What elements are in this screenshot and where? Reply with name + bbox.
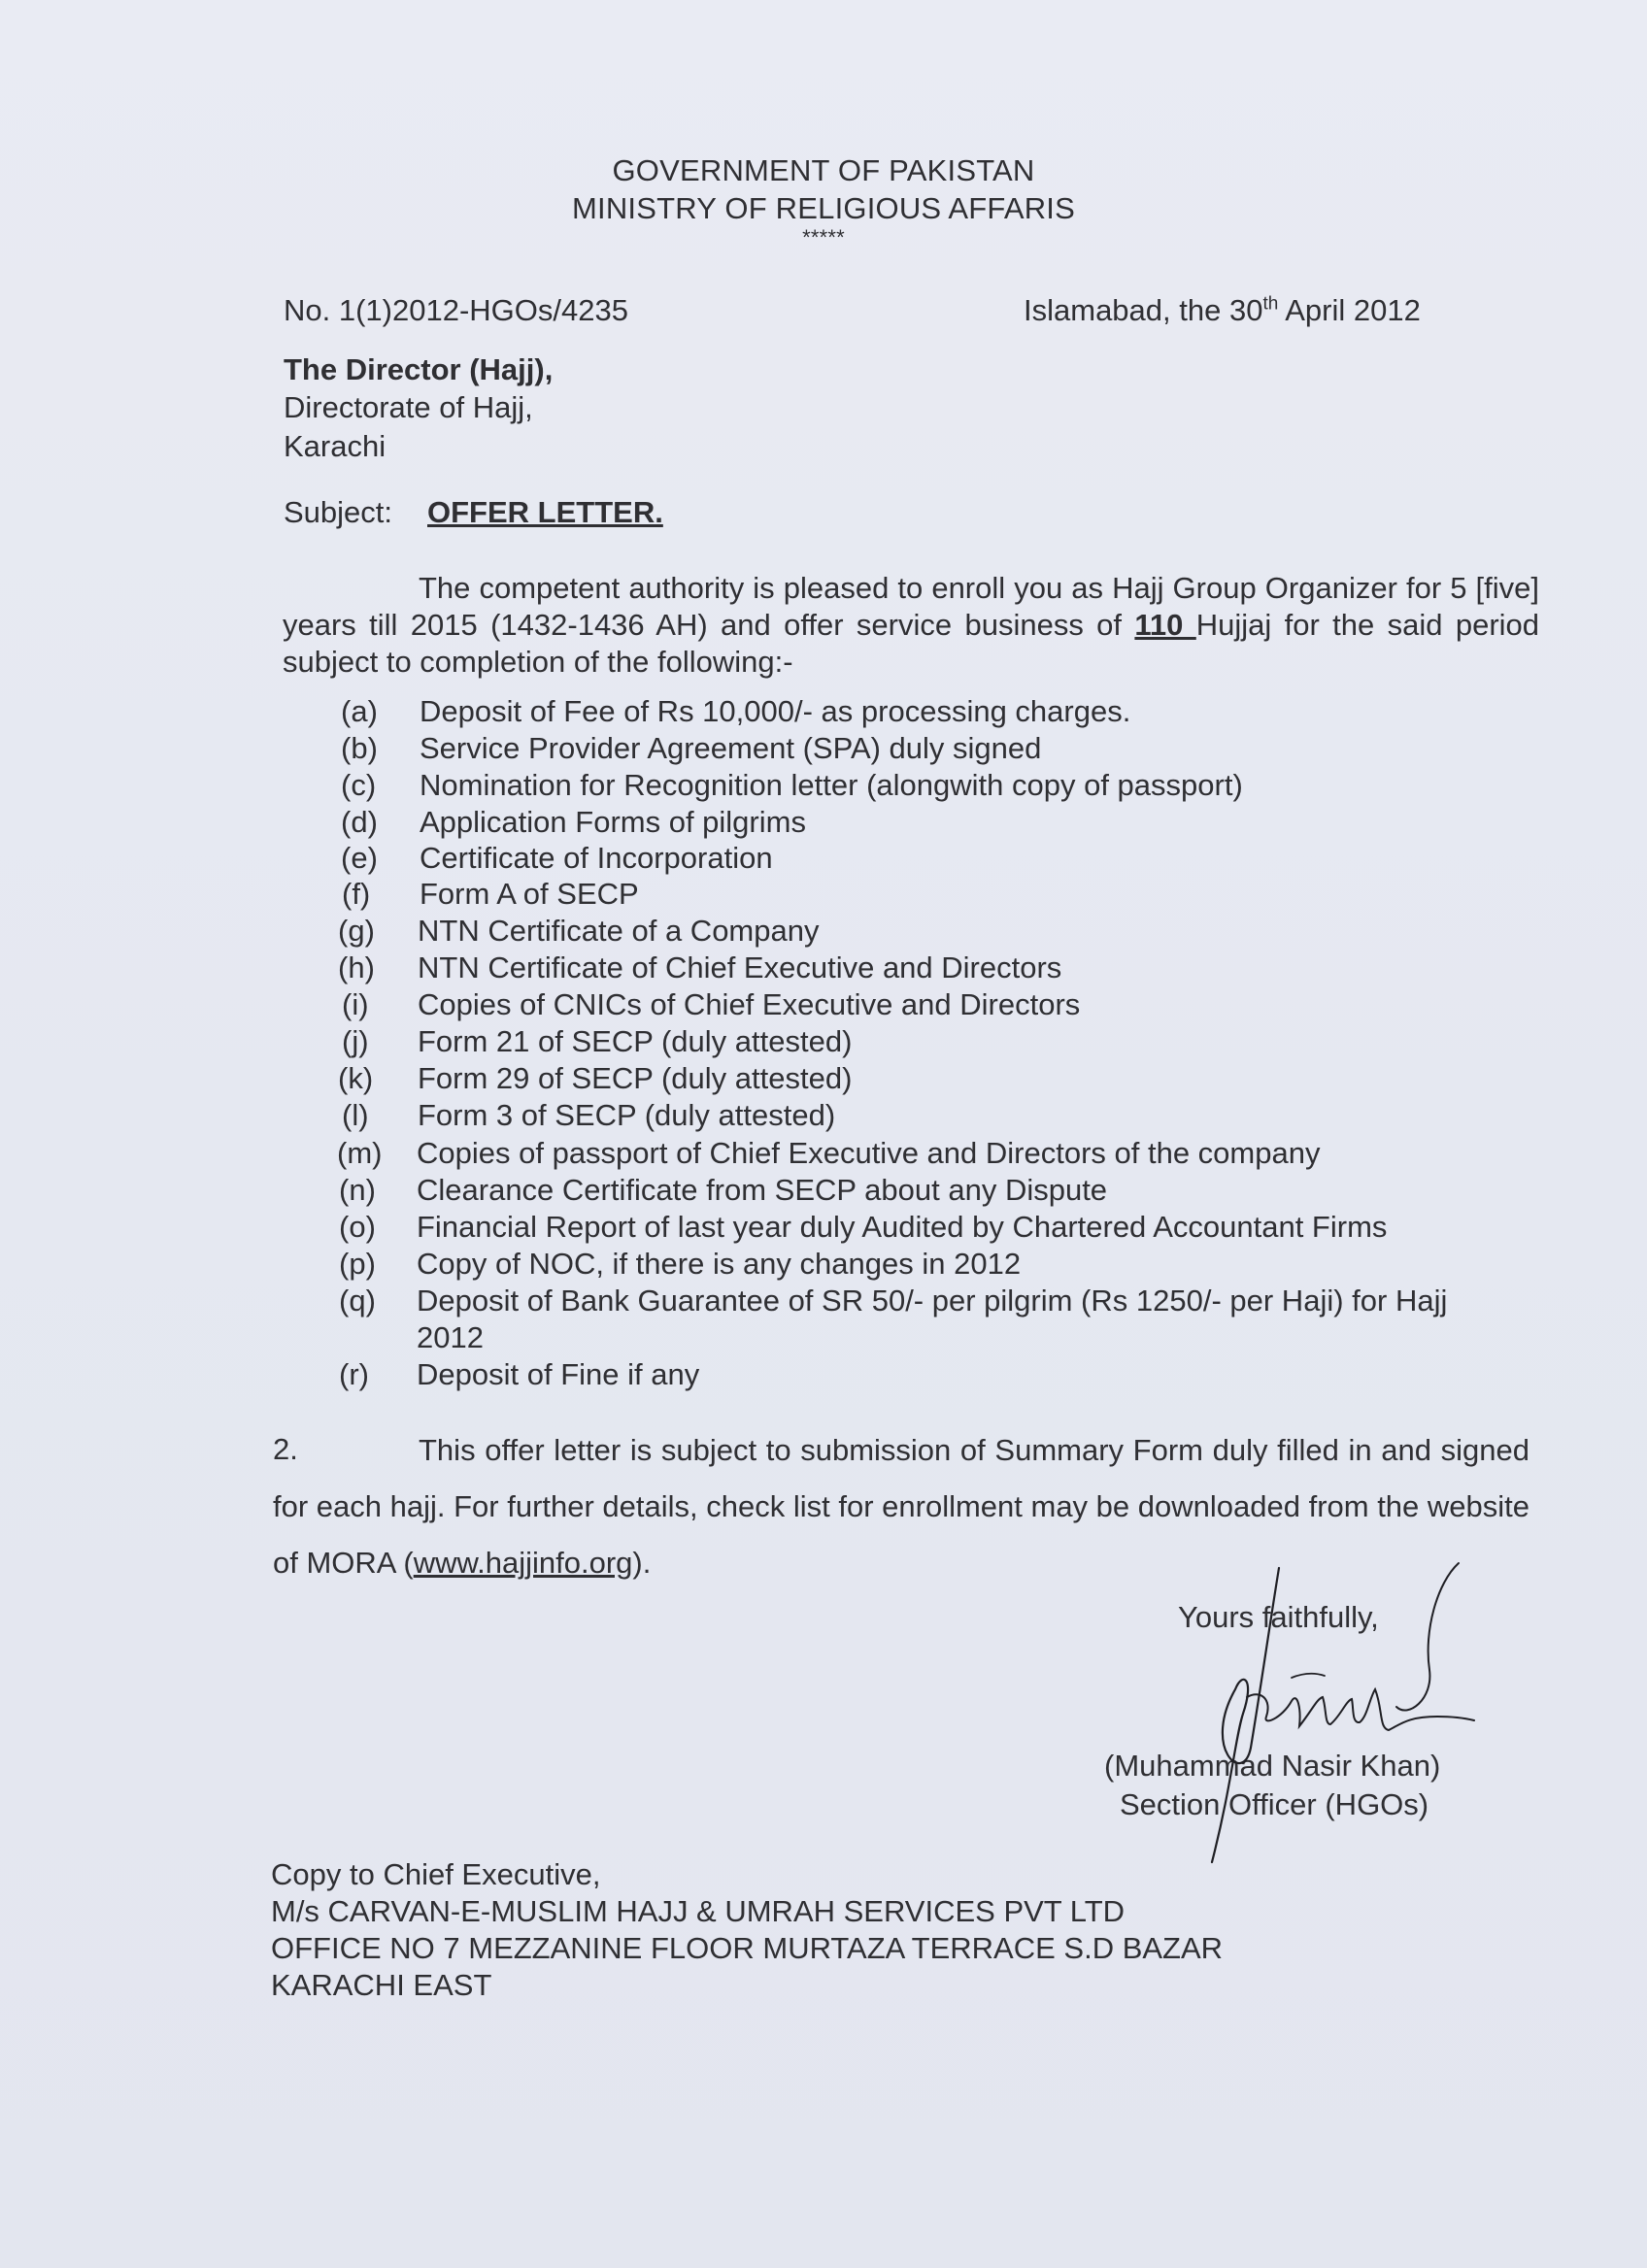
requirement-text: Financial Report of last year duly Audited by Chartered Accountant Firms — [417, 1210, 1388, 1244]
requirement-label: (j) — [342, 1024, 369, 1058]
paragraph-summary-form: This offer letter is subject to submission of Summary Form duly filled in and signed for each hajj. For further details, check list for enrollment may be downloaded from the website of MORA (www.hajjinfo.org). — [273, 1433, 1530, 1580]
paragraph-number: 2. — [273, 1432, 298, 1466]
copy-to-address: OFFICE NO 7 MEZZANINE FLOOR MURTAZA TERRACE S.D BAZAR — [271, 1931, 1224, 1965]
requirement-text: Application Forms of pilgrims — [420, 805, 806, 839]
requirement-text: Copy of NOC, if there is any changes in 2012 — [417, 1247, 1022, 1281]
requirement-label: (e) — [341, 841, 378, 875]
requirement-label: (b) — [341, 731, 378, 765]
paragraph-enrollment: The competent authority is pleased to enroll you as Hajj Group Organizer for 5 [five] years till 2015 (1432-1436 AH) and offer service business of 110 Hujjaj for the said period subject to completion of the following:- — [283, 571, 1540, 679]
requirement-label: (q) — [339, 1284, 376, 1317]
header-government: GOVERNMENT OF PAKISTAN — [612, 153, 1035, 187]
requirement-text: Service Provider Agreement (SPA) duly signed — [420, 731, 1042, 765]
requirement-label: (m) — [337, 1136, 383, 1170]
requirement-label: (n) — [339, 1173, 376, 1207]
requirement-text: Clearance Certificate from SECP about any Dispute — [417, 1173, 1108, 1207]
requirement-text: Form 3 of SECP (duly attested) — [418, 1098, 836, 1132]
requirement-label: (i) — [342, 987, 369, 1021]
requirement-text: Deposit of Fine if any — [417, 1357, 700, 1391]
header-stars: ***** — [802, 225, 845, 250]
requirement-text: Nomination for Recognition letter (alongwith copy of passport) — [420, 768, 1243, 802]
requirement-text: Form A of SECP — [420, 877, 639, 911]
requirement-label: (p) — [339, 1247, 376, 1281]
requirement-label: (g) — [338, 914, 375, 948]
requirement-label: (r) — [339, 1357, 369, 1391]
letter-date: Islamabad, the 30th April 2012 — [1024, 293, 1421, 327]
requirement-text-continued: 2012 — [417, 1320, 484, 1354]
subject-title: OFFER LETTER. — [427, 495, 663, 529]
addressee-directorate: Directorate of Hajj, — [284, 390, 533, 424]
requirement-label: (h) — [338, 951, 375, 984]
requirement-label: (c) — [341, 768, 377, 802]
requirement-label: (k) — [338, 1061, 374, 1095]
requirement-label: (o) — [339, 1210, 376, 1244]
requirement-text: Copies of CNICs of Chief Executive and Directors — [418, 987, 1081, 1021]
requirement-label: (l) — [342, 1098, 369, 1132]
signatory-designation: Section Officer (HGOs) — [1120, 1787, 1429, 1821]
requirement-text: Certificate of Incorporation — [420, 841, 773, 875]
reference-number: No. 1(1)2012-HGOs/4235 — [284, 293, 628, 327]
requirement-text: Copies of passport of Chief Executive and Directors of the company — [417, 1136, 1321, 1170]
requirement-text: NTN Certificate of Chief Executive and Directors — [418, 951, 1062, 984]
signatory-name: (Muhammad Nasir Khan) — [1104, 1749, 1441, 1783]
copy-to-heading: Copy to Chief Executive, — [271, 1857, 601, 1891]
requirement-label: (a) — [341, 694, 378, 728]
requirement-label: (d) — [341, 805, 378, 839]
website-link[interactable]: www.hajjinfo.org — [413, 1546, 633, 1580]
addressee-title: The Director (Hajj), — [284, 352, 554, 386]
handwritten-signature — [1146, 1553, 1496, 1864]
requirement-text: Form 21 of SECP (duly attested) — [418, 1024, 853, 1058]
subject-label: Subject: — [284, 495, 393, 529]
copy-to-city: KARACHI EAST — [271, 1968, 492, 2002]
header-ministry: MINISTRY OF RELIGIOUS AFFARIS — [572, 191, 1075, 225]
requirement-text: Form 29 of SECP (duly attested) — [418, 1061, 853, 1095]
requirement-text: NTN Certificate of a Company — [418, 914, 820, 948]
addressee-city: Karachi — [284, 429, 387, 463]
requirement-label: (f) — [342, 877, 371, 911]
closing-salutation: Yours faithfully, — [1178, 1600, 1379, 1634]
copy-to-company: M/s CARVAN-E-MUSLIM HAJJ & UMRAH SERVICES PVT LTD — [271, 1894, 1126, 1928]
requirement-text: Deposit of Fee of Rs 10,000/- as processing charges. — [420, 694, 1131, 728]
requirement-text: Deposit of Bank Guarantee of SR 50/- per pilgrim (Rs 1250/- per Haji) for Hajj — [417, 1284, 1448, 1317]
